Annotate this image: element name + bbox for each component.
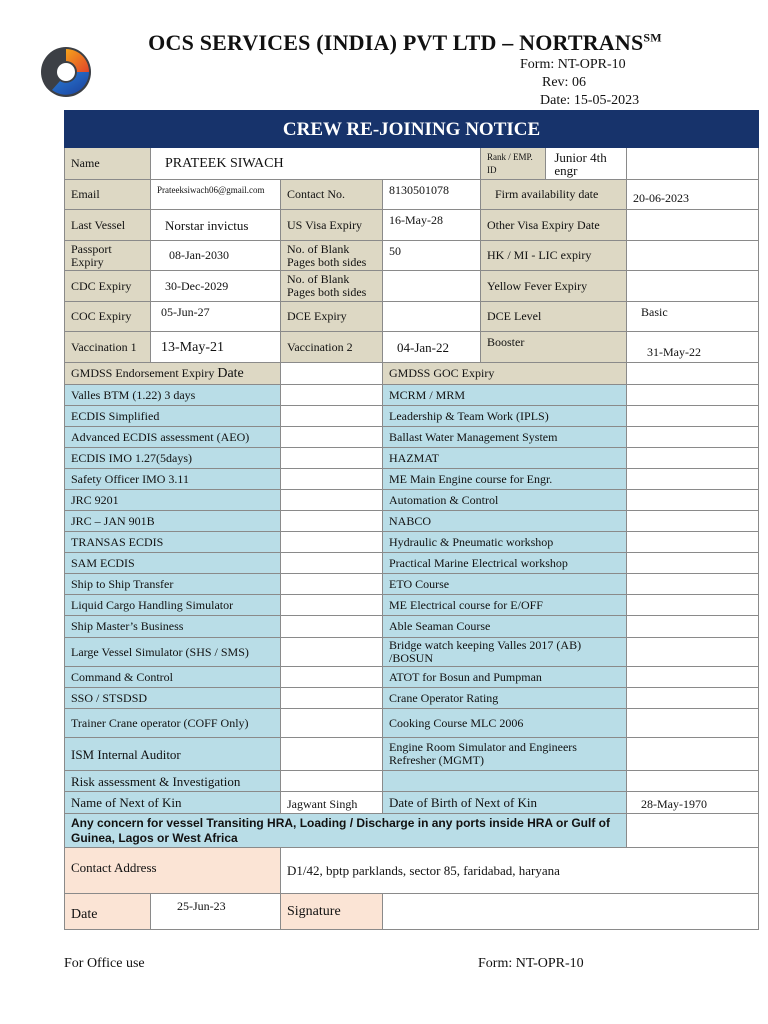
course-left-label: Risk assessment & Investigation <box>65 771 281 792</box>
kin-dob-label: Date of Birth of Next of Kin <box>383 792 627 814</box>
other-visa-label: Other Visa Expiry Date <box>481 210 627 241</box>
course-left-field[interactable] <box>281 595 383 616</box>
form-title: CREW RE-JOINING NOTICE <box>65 111 759 148</box>
cdc-label: CDC Expiry <box>65 271 151 302</box>
course-right-label: HAZMAT <box>383 448 627 469</box>
vaccination-1-field[interactable]: 13-May-21 <box>151 332 281 363</box>
course-row <box>65 490 759 511</box>
course-left-field[interactable] <box>281 385 383 406</box>
gmdss-endorsement-field[interactable] <box>281 363 383 385</box>
course-row <box>65 427 759 448</box>
course-row <box>65 667 759 688</box>
company-title <box>100 30 710 56</box>
office-use-text: For Office use <box>64 956 145 971</box>
course-right-label: Bridge watch keeping Valles 2017 (AB) /BOSUN <box>383 638 627 667</box>
course-right-label: Automation & Control <box>383 490 627 511</box>
vaccination-1-label: Vaccination 1 <box>65 332 151 363</box>
course-left-field[interactable] <box>281 688 383 709</box>
blank-pages-label-cdc: No. of Blank Pages both sides <box>281 271 383 302</box>
coc-field[interactable]: 05-Jun-27 <box>151 302 281 332</box>
last-vessel-field[interactable]: Norstar invictus <box>151 210 281 241</box>
passport-field[interactable]: 08-Jan-2030 <box>151 241 281 271</box>
other-visa-field[interactable] <box>627 210 759 241</box>
vaccination-2-field[interactable]: 04-Jan-22 <box>383 332 481 363</box>
us-visa-field[interactable]: 16-May-28 <box>383 210 481 241</box>
course-right-field[interactable] <box>627 771 759 792</box>
contact-field[interactable]: 8130501078 <box>383 180 481 210</box>
cdc-field[interactable]: 30-Dec-2029 <box>151 271 281 302</box>
gmdss-endorsement-text: GMDSS Endorsement Expiry <box>71 366 215 380</box>
vaccination-2-label: Vaccination 2 <box>281 332 383 363</box>
course-row <box>65 406 759 427</box>
yellow-fever-field[interactable] <box>627 271 759 302</box>
course-right-field[interactable] <box>627 385 759 406</box>
crew-rejoining-form <box>64 110 759 930</box>
dce-level-label: DCE Level <box>481 302 627 332</box>
next-of-kin-label: Name of Next of Kin <box>65 792 281 814</box>
course-right-field[interactable] <box>627 616 759 638</box>
booster-field[interactable]: 31-May-22 <box>627 332 759 363</box>
hra-concern-label: Any concern for vessel Transiting HRA, Loading / Discharge in any ports inside HRA or Gulf of Guinea, Lagos or West Africa <box>65 814 627 848</box>
course-left-field[interactable] <box>281 532 383 553</box>
passport-label: Passport Expiry <box>65 241 151 271</box>
yellow-fever-label: Yellow Fever Expiry <box>481 271 627 302</box>
gmdss-endorsement-date-word: Date <box>217 366 244 381</box>
course-left-field[interactable] <box>281 427 383 448</box>
service-mark: SM <box>643 30 662 45</box>
course-left-label: JRC – JAN 901B <box>65 511 281 532</box>
course-row <box>65 771 759 792</box>
rank-label: Rank / EMP. ID <box>481 148 546 179</box>
form-number: Form: NT-OPR-10 <box>520 57 626 72</box>
course-row <box>65 688 759 709</box>
last-vessel-label: Last Vessel <box>65 210 151 241</box>
dce-level-field[interactable]: Basic <box>627 302 759 332</box>
course-left-label: ISM Internal Auditor <box>65 738 281 771</box>
hra-concern-field[interactable] <box>627 814 759 848</box>
course-row <box>65 738 759 771</box>
courses-body <box>65 385 759 792</box>
course-left-label: Command & Control <box>65 667 281 688</box>
course-row <box>65 709 759 738</box>
course-right-label: Able Seaman Course <box>383 616 627 638</box>
signature-label: Signature <box>281 894 383 930</box>
gmdss-goc-field[interactable] <box>627 363 759 385</box>
rank-field[interactable]: Junior 4th engr <box>554 149 607 178</box>
company-name: OCS SERVICES (INDIA) PVT LTD – NORTRANS <box>148 30 644 55</box>
course-right-label: ATOT for Bosun and Pumpman <box>383 667 627 688</box>
course-row <box>65 574 759 595</box>
course-right-label: ME Electrical course for E/OFF <box>383 595 627 616</box>
course-right-label: Practical Marine Electrical workshop <box>383 553 627 574</box>
blank-pages-label-passport: No. of Blank Pages both sides <box>281 241 383 271</box>
course-right-label: ME Main Engine course for Engr. <box>383 469 627 490</box>
course-left-label: SAM ECDIS <box>65 553 281 574</box>
email-field[interactable]: Prateeksiwach06@gmail.com <box>151 180 281 210</box>
firm-availability-field[interactable]: 20-06-2023 <box>627 180 759 210</box>
course-right-field[interactable] <box>627 469 759 490</box>
course-right-label: Cooking Course MLC 2006 <box>383 709 627 738</box>
course-row <box>65 469 759 490</box>
dce-expiry-field[interactable] <box>383 302 481 332</box>
date-field[interactable]: 25-Jun-23 <box>151 894 281 930</box>
course-right-label: MCRM / MRM <box>383 385 627 406</box>
course-left-field[interactable] <box>281 469 383 490</box>
booster-label: Booster <box>481 332 627 363</box>
course-right-label: NABCO <box>383 511 627 532</box>
course-left-label: Ship Master’s Business <box>65 616 281 638</box>
next-of-kin-field[interactable]: Jagwant Singh <box>281 792 383 814</box>
course-right-field[interactable] <box>627 595 759 616</box>
name-label: Name <box>65 148 151 180</box>
blank-pages-field-cdc[interactable] <box>383 271 481 302</box>
course-row <box>65 616 759 638</box>
course-left-label: Liquid Cargo Handling Simulator <box>65 595 281 616</box>
course-row <box>65 553 759 574</box>
course-row <box>65 448 759 469</box>
contact-address-field[interactable]: D1/42, bptp parklands, sector 85, faridabad, haryana <box>281 848 759 894</box>
course-left-label: ECDIS Simplified <box>65 406 281 427</box>
coc-label: COC Expiry <box>65 302 151 332</box>
course-right-field[interactable] <box>627 553 759 574</box>
us-visa-label: US Visa Expiry <box>281 210 383 241</box>
revision: Rev: 06 <box>542 75 586 90</box>
course-left-field[interactable] <box>281 490 383 511</box>
dce-expiry-label: DCE Expiry <box>281 302 383 332</box>
course-left-label: Advanced ECDIS assessment (AEO) <box>65 427 281 448</box>
course-left-label: Valles BTM (1.22) 3 days <box>65 385 281 406</box>
course-left-field[interactable] <box>281 574 383 595</box>
course-row <box>65 638 759 667</box>
course-left-field[interactable] <box>281 616 383 638</box>
course-left-field[interactable] <box>281 667 383 688</box>
ocs-logo-icon <box>40 46 92 98</box>
kin-dob-field[interactable]: 28-May-1970 <box>627 792 759 814</box>
form-date: Date: 15-05-2023 <box>540 93 640 108</box>
gmdss-goc-label: GMDSS GOC Expiry <box>383 363 627 385</box>
course-row <box>65 532 759 553</box>
footer-form-number: Form: NT-OPR-10 <box>478 956 584 971</box>
date-label: Date <box>65 894 151 930</box>
course-right-label: Leadership & Team Work (IPLS) <box>383 406 627 427</box>
course-right-field[interactable] <box>627 667 759 688</box>
course-left-label: Trainer Crane operator (COFF Only) <box>65 709 281 738</box>
course-right-field[interactable] <box>627 448 759 469</box>
course-left-label: TRANSAS ECDIS <box>65 532 281 553</box>
course-left-label: ECDIS IMO 1.27(5days) <box>65 448 281 469</box>
course-right-label: Hydraulic & Pneumatic workshop <box>383 532 627 553</box>
course-left-field[interactable] <box>281 406 383 427</box>
course-right-field[interactable] <box>627 688 759 709</box>
firm-availability-label: Firm availability date <box>481 180 627 210</box>
contact-address-label: Contact Address <box>65 848 281 894</box>
course-left-field[interactable] <box>281 553 383 574</box>
course-right-field[interactable] <box>627 511 759 532</box>
course-left-field[interactable] <box>281 638 383 667</box>
course-right-label: Engine Room Simulator and Engineers Refresher (MGMT) <box>383 738 627 771</box>
course-right-label <box>383 771 627 792</box>
course-left-label: Ship to Ship Transfer <box>65 574 281 595</box>
course-left-field[interactable] <box>281 511 383 532</box>
course-right-label: ETO Course <box>383 574 627 595</box>
course-left-label: Safety Officer IMO 3.11 <box>65 469 281 490</box>
gmdss-endorsement-label <box>65 363 281 385</box>
signature-field[interactable] <box>383 894 759 930</box>
contact-label: Contact No. <box>281 180 383 210</box>
course-right-label: Crane Operator Rating <box>383 688 627 709</box>
course-row <box>65 385 759 406</box>
course-right-field[interactable] <box>627 709 759 738</box>
course-right-field[interactable] <box>627 532 759 553</box>
course-row <box>65 511 759 532</box>
course-left-field[interactable] <box>281 709 383 738</box>
course-left-field[interactable] <box>281 738 383 771</box>
blank-pages-field-passport[interactable]: 50 <box>383 241 481 271</box>
course-left-label: Large Vessel Simulator (SHS / SMS) <box>65 638 281 667</box>
name-field[interactable]: PRATEEK SIWACH <box>151 148 481 180</box>
course-right-field[interactable] <box>627 574 759 595</box>
course-right-field[interactable] <box>627 738 759 771</box>
course-right-field[interactable] <box>627 490 759 511</box>
course-right-field[interactable] <box>627 406 759 427</box>
course-left-field[interactable] <box>281 448 383 469</box>
course-right-field[interactable] <box>627 638 759 667</box>
hk-mi-label: HK / MI - LIC expiry <box>481 241 627 271</box>
email-label: Email <box>65 180 151 210</box>
rank-extra-field[interactable] <box>627 148 759 180</box>
hk-mi-field[interactable] <box>627 241 759 271</box>
form-meta <box>520 56 639 110</box>
course-row <box>65 595 759 616</box>
rank-cell <box>481 148 627 180</box>
course-left-label: SSO / STSDSD <box>65 688 281 709</box>
course-left-field[interactable] <box>281 771 383 792</box>
course-left-label: JRC 9201 <box>65 490 281 511</box>
course-right-label: Ballast Water Management System <box>383 427 627 448</box>
course-right-field[interactable] <box>627 427 759 448</box>
